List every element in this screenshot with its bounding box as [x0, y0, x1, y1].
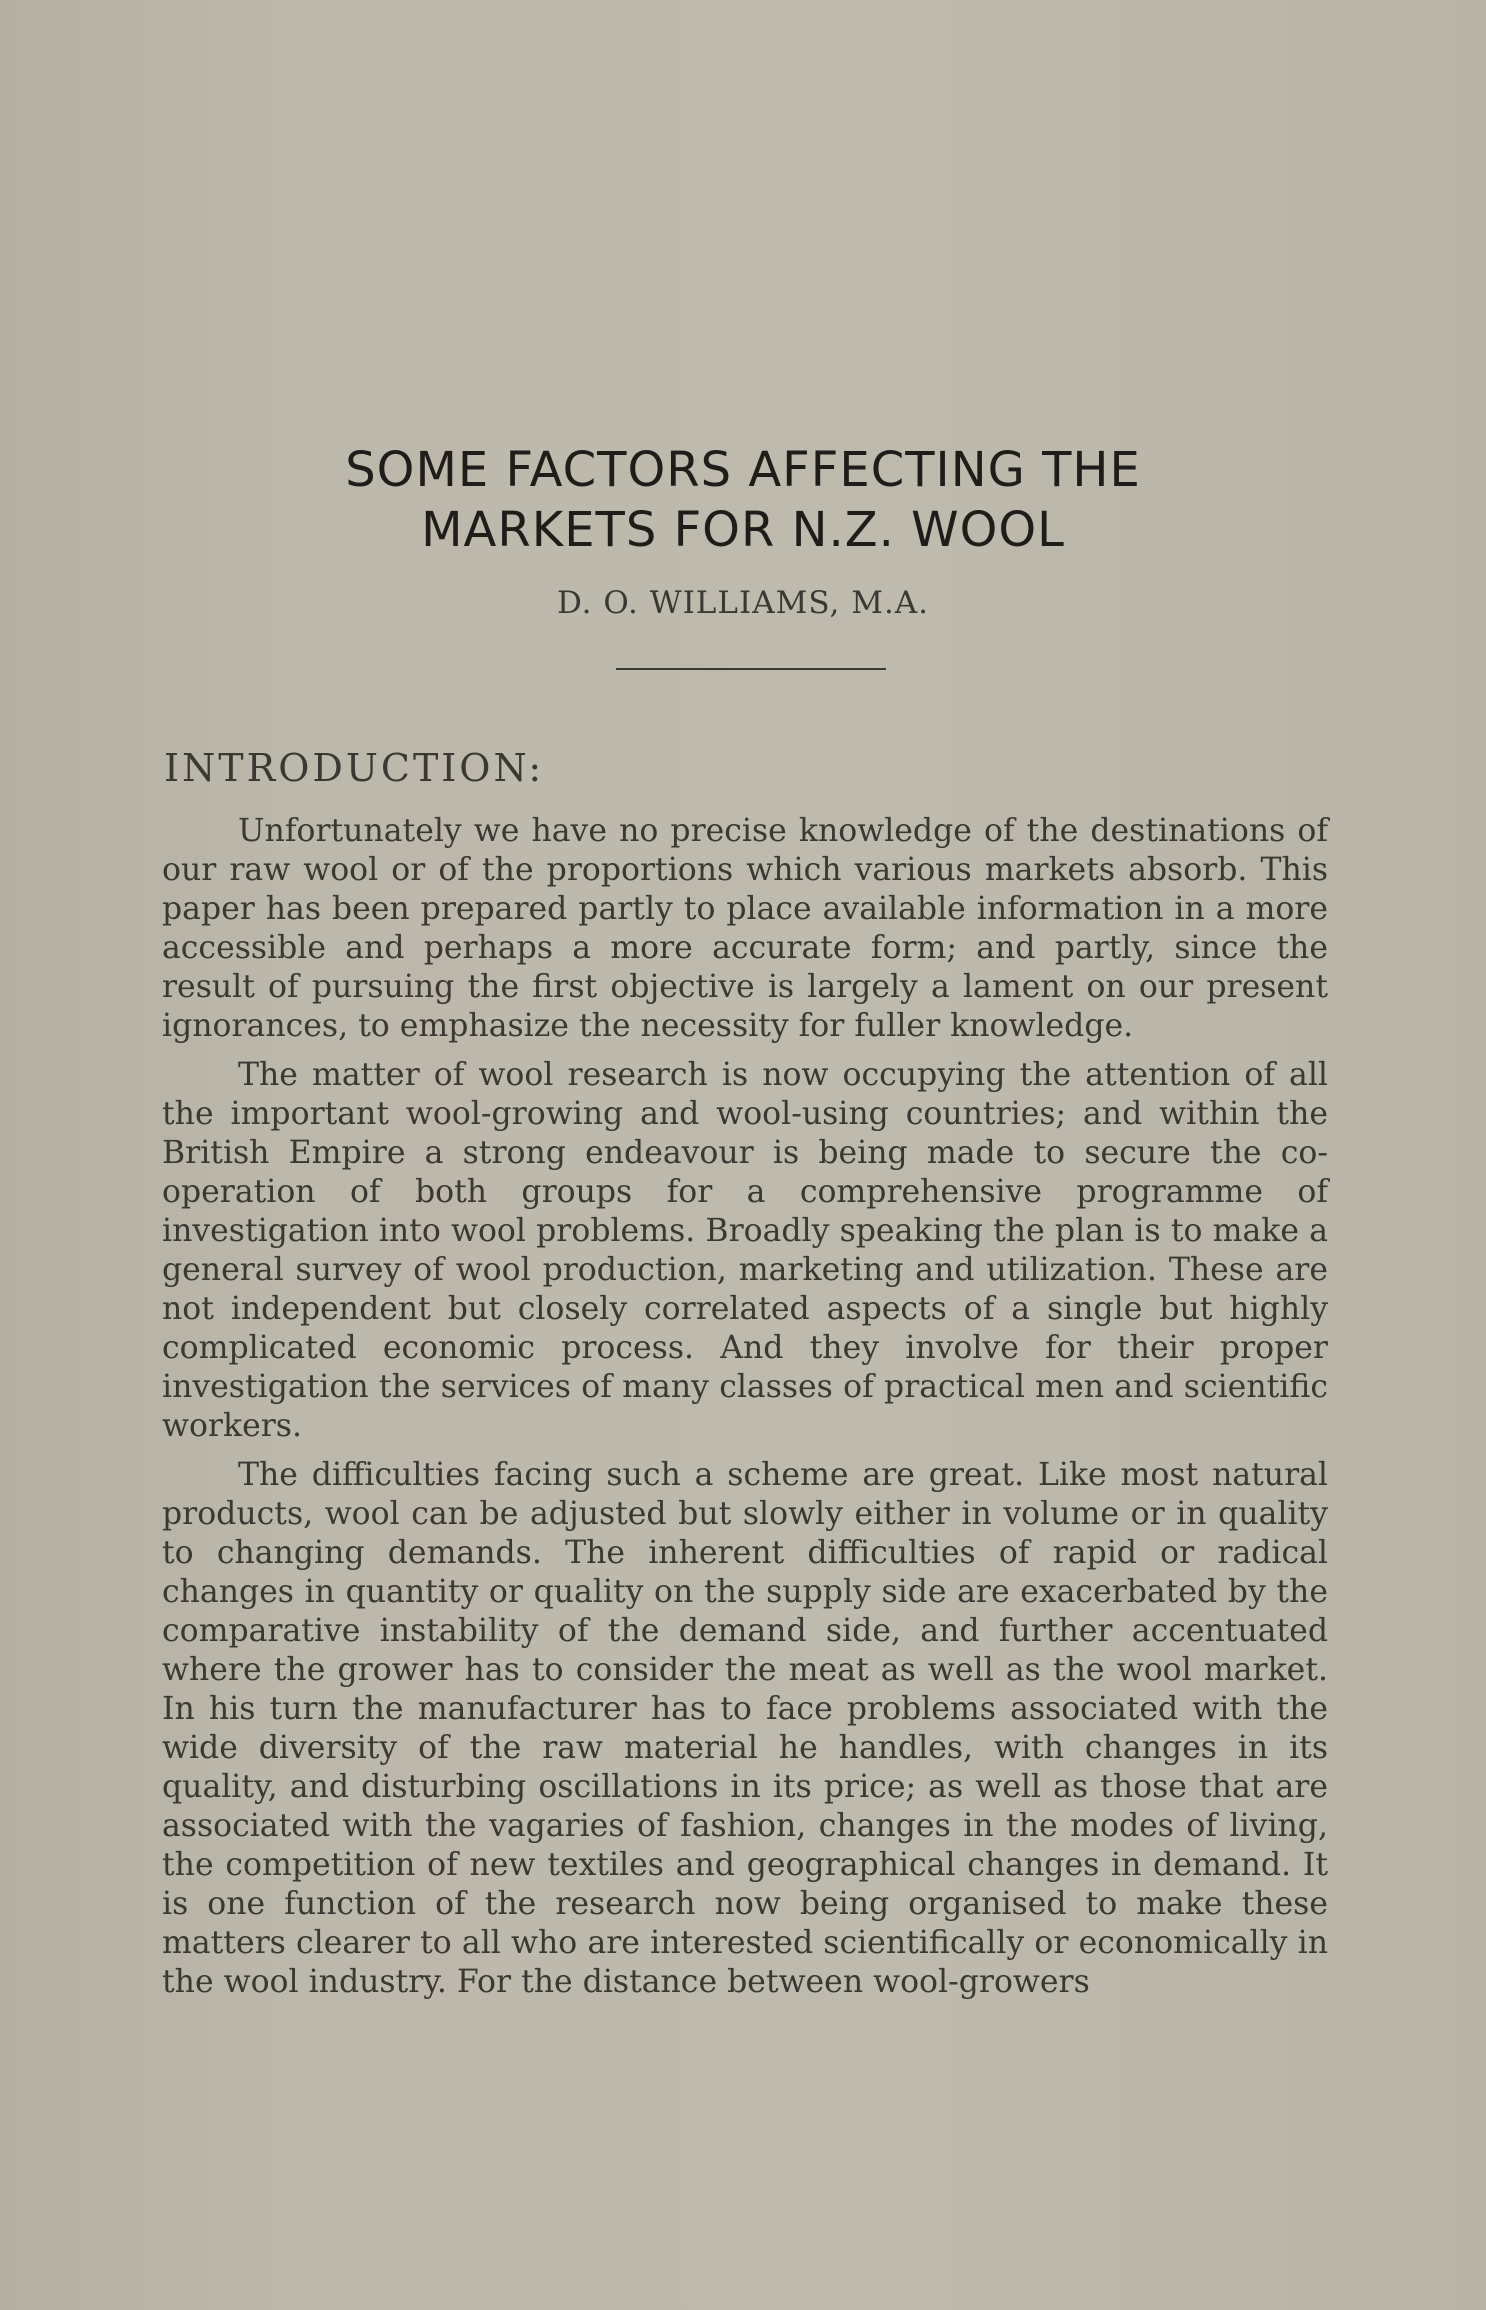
article-body [162, 812, 1328, 2012]
article-author: D. O. WILLIAMS, M.A. [556, 585, 930, 621]
article-title-line-1: SOME FACTORS AFFECTING THE [345, 442, 1141, 498]
article-title-line-2: MARKETS FOR N.Z. WOOL [421, 502, 1065, 558]
title-divider [616, 668, 886, 670]
paragraph: Unfortunately we have no precise knowledge of the destinations of our raw wool or of the proportions which various markets absorb. This paper has been prepared partly to place available information in a more accessible and perhaps a more accurate form; and partly, since the result of pursuing the first objective is largely a lament on our present ignorances, to emphasize the necessity for fuller knowledge. [162, 813, 1328, 1044]
paragraph: The matter of wool research is now occupying the attention of all the important wool-growing and wool-using countries; and within the British Empire a strong endeavour is being made to secure the co-operation of both groups for a comprehensive programme of investigation into wool problems. Broadly speaking the plan is to make a general survey of wool production, marketing and utilization. These are not independent but closely correlated aspects of a single but highly complicated economic process. And they involve for their proper investigation the services of many classes of practical men and scientific workers. [162, 1057, 1328, 1444]
section-heading: INTRODUCTION: [164, 746, 545, 790]
paragraph: The difficulties facing such a scheme are great. Like most natural products, wool can be adjusted but slowly either in volume or in quality to changing demands. The inherent difficulties of rapid or radical changes in quantity or quality on the supply side are exacerbated by the comparative instability of the demand side, and further accentuated where the grower has to consider the meat as well as the wool market. In his turn the manufacturer has to face problems associated with the wide diversity of the raw material he handles, with changes in its quality, and disturbing oscillations in its price; as well as those that are associated with the vagaries of fashion, changes in the modes of living, the competition of new textiles and geographical changes in demand. It is one function of the research now being organised to make these matters clearer to all who are interested scientifically or economically in the wool industry. For the distance between wool-growers [162, 1457, 1328, 2000]
